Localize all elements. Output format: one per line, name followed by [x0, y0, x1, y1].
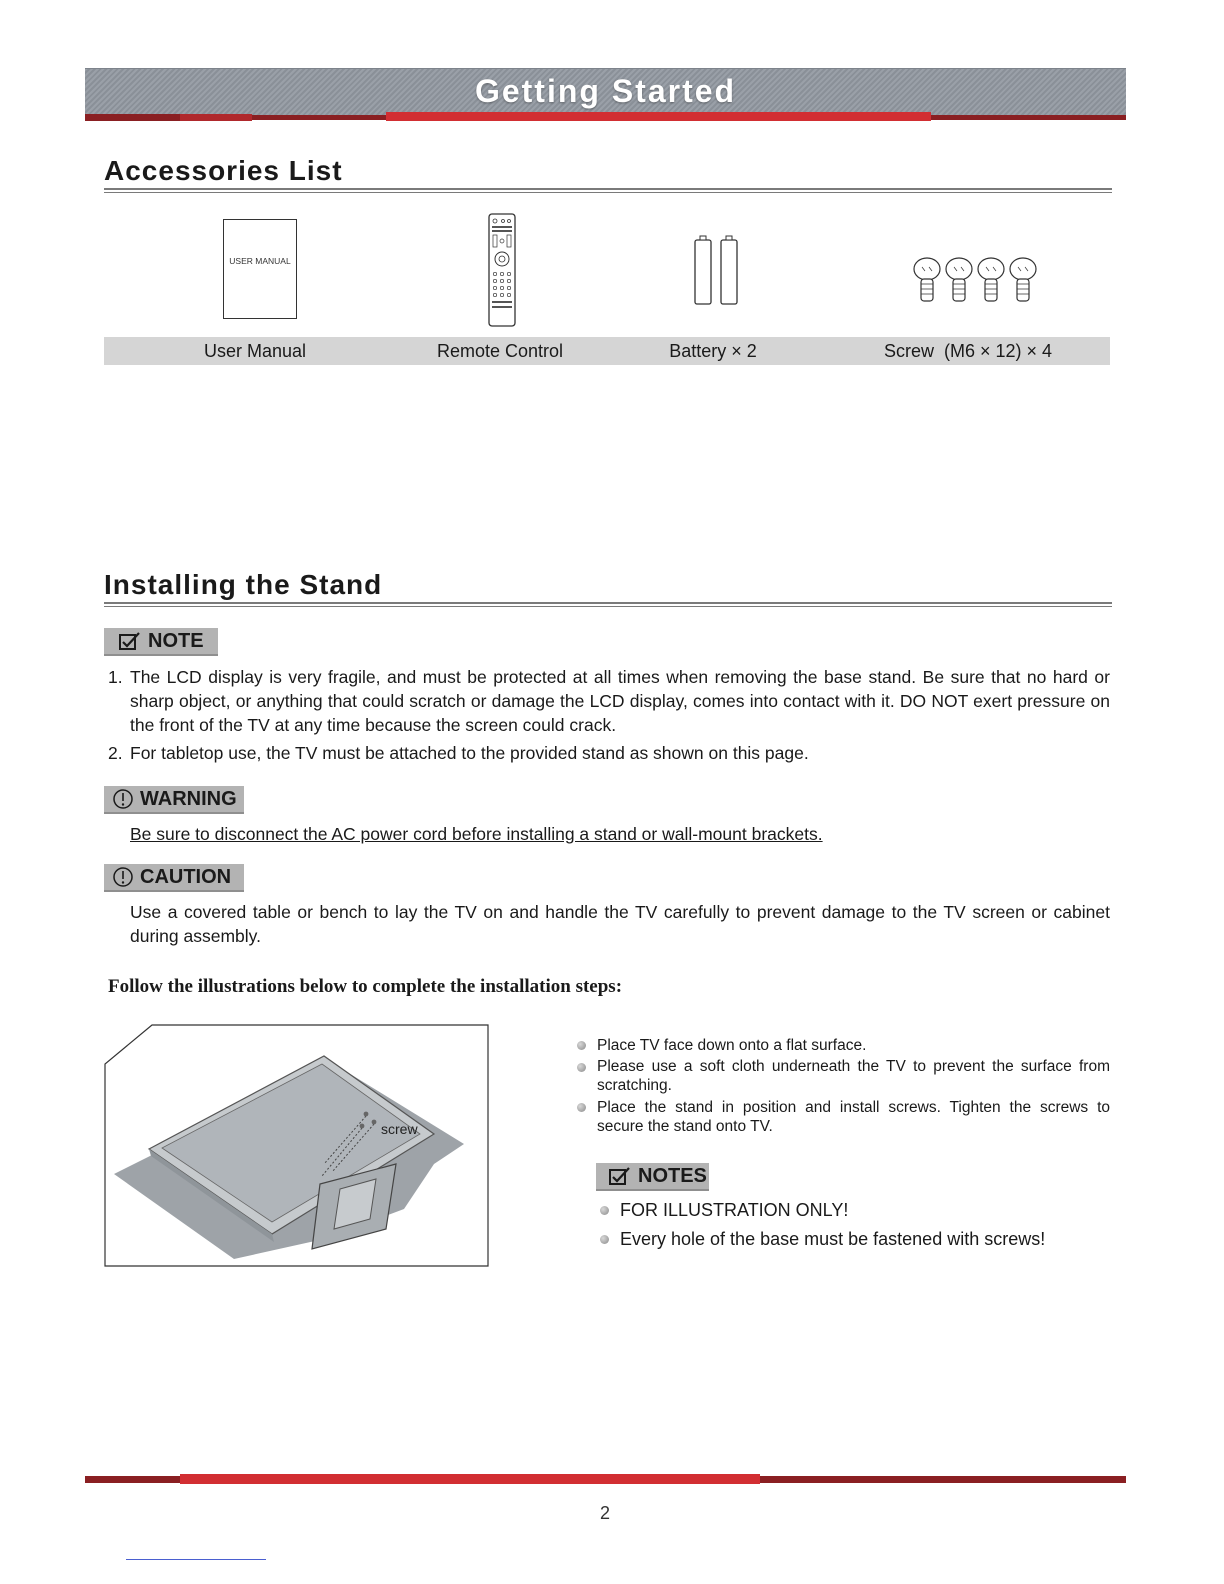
- step-bullet-1: [577, 1041, 586, 1050]
- step-3: Place the stand in position and install screws. Tighten the screws to secure the stand onto TV.: [597, 1099, 1110, 1135]
- caution-label: CAUTION: [140, 866, 232, 888]
- step-bullet-3: [577, 1103, 586, 1112]
- note-item-1: The LCD display is very fragile, and must be protected at all times when removing the base stand. Be sure that no hard or sharp object, or anything that could scratch or damage the LCD display, comes into contact with it. DO NOT exert pressure on the front of the TV at any time because the screen could crack.: [130, 667, 1110, 735]
- stand-rule: [104, 602, 1112, 607]
- footer-redbar-2: [180, 1474, 760, 1484]
- remote-control-icon: [486, 212, 518, 328]
- step-1: Place TV face down onto a flat surface.: [597, 1037, 867, 1054]
- footer-line: [126, 1559, 266, 1560]
- step-bullet-2: [577, 1063, 586, 1072]
- header-redbar-1: [85, 114, 180, 121]
- notes-badge: [596, 1163, 709, 1191]
- accessory-label-remote-control: Remote Control: [436, 341, 564, 361]
- screw-callout-label: screw: [381, 1121, 418, 1137]
- note-label: NOTE: [148, 630, 204, 652]
- notes-check-icon: [608, 1166, 632, 1186]
- header-redbar-4: [386, 112, 931, 121]
- warning-icon: [112, 788, 134, 810]
- note-item-2: For tabletop use, the TV must be attached to the provided stand as shown on this page.: [130, 743, 809, 763]
- header-redbar-5: [931, 115, 1126, 120]
- follow-instructions: Follow the illustrations below to complete the installation steps:: [108, 976, 623, 997]
- accessories-rule: [104, 188, 1112, 193]
- user-manual-illustration: [223, 219, 297, 319]
- footer-redbar-1: [85, 1476, 180, 1483]
- user-manual-cover-text: USER MANUAL: [229, 256, 291, 266]
- notes-item-2: Every hole of the base must be fastened with screws!: [620, 1229, 1046, 1249]
- stand-installation-illustration: [104, 1024, 490, 1267]
- caution-badge: [104, 864, 244, 892]
- notes-item-1: FOR ILLUSTRATION ONLY!: [620, 1200, 849, 1220]
- accessory-label-screw: Screw (M6 × 12) × 4: [883, 341, 1053, 361]
- note-check-icon: [118, 631, 142, 651]
- caution-icon: [112, 866, 134, 888]
- caution-text: Use a covered table or bench to lay the TV on and handle the TV carefully to prevent damage to the TV screen or cabinet during assembly.: [130, 902, 1110, 946]
- header-redbar-3: [252, 115, 386, 120]
- note-item-number-1: 1.: [108, 667, 123, 687]
- warning-badge: [104, 786, 244, 814]
- page-number: 2: [600, 1503, 611, 1523]
- step-2: Please use a soft cloth underneath the TV to prevent the surface from scratching.: [597, 1058, 1110, 1094]
- warning-text: Be sure to disconnect the AC power cord before installing a stand or wall-mount brackets.: [130, 824, 823, 844]
- accessory-label-battery: Battery × 2: [669, 341, 757, 361]
- page-title: Getting Started: [474, 73, 737, 109]
- stand-heading: Installing the Stand: [104, 569, 383, 600]
- note-item-number-2: 2.: [108, 743, 123, 763]
- note-badge: [104, 628, 218, 656]
- accessory-label-user-manual: User Manual: [203, 341, 307, 361]
- footer-redbar-3: [760, 1476, 1126, 1483]
- accessories-heading: Accessories List: [104, 155, 343, 186]
- notes-label: NOTES: [638, 1165, 707, 1187]
- notes-bullet-1: [600, 1206, 609, 1215]
- header-redbar-2: [180, 114, 252, 121]
- screw-icon: [910, 255, 1040, 305]
- notes-bullet-2: [600, 1235, 609, 1244]
- battery-icon: [690, 234, 744, 306]
- warning-label: WARNING: [140, 788, 237, 810]
